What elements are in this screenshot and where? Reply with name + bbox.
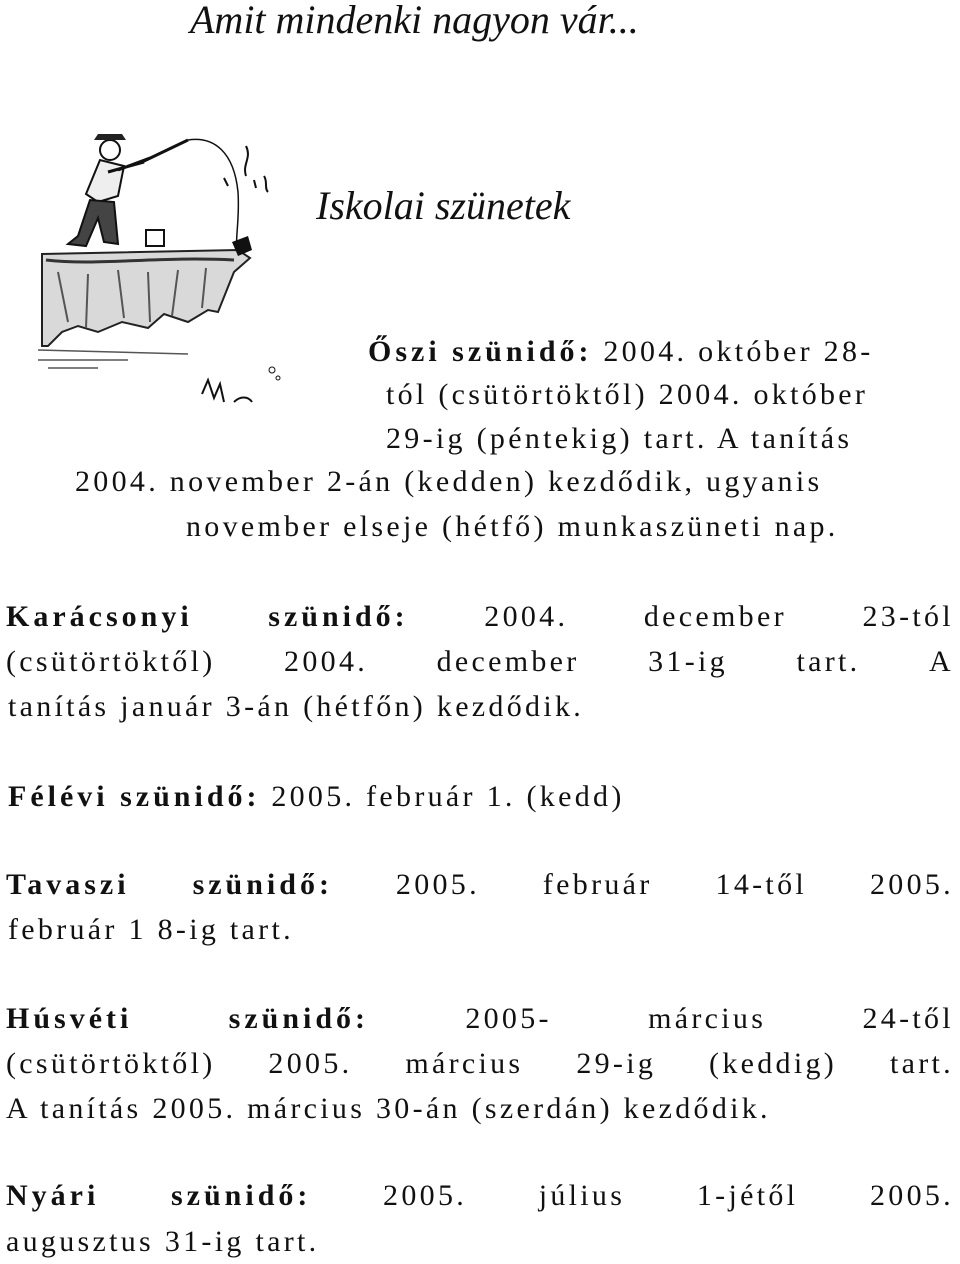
nyari-word: 2005. [383, 1179, 468, 1212]
section-title: Iskolai szünetek [316, 183, 571, 228]
nyari-label: Nyári [6, 1179, 100, 1212]
karacsonyi-word: A [928, 645, 954, 678]
nyari-word: 1-jétől [696, 1179, 799, 1212]
karacsonyi-word: 23-tól [862, 600, 954, 633]
tavaszi-word: 14-től [715, 868, 808, 901]
karacsonyi-word: (csütörtöktől) [6, 645, 216, 678]
karacsonyi-word: 2004. [484, 600, 569, 633]
oszi-line-1 [368, 337, 874, 367]
karacsonyi-word: 31-ig [648, 645, 728, 678]
oszi-label: Őszi szünidő: [368, 335, 593, 368]
tavaszi-label-2: szünidő: [192, 868, 333, 901]
husveti-line-1 [6, 1004, 954, 1034]
karacsonyi-word: december [643, 600, 787, 633]
karacsonyi-label-2: szünidő: [268, 600, 409, 633]
fisherman-cliff-illustration [38, 132, 318, 422]
husveti-line-2 [6, 1049, 954, 1079]
felevi-text: 2005. február 1. (kedd) [271, 780, 625, 813]
oszi-line-2: tól (csütörtöktől) 2004. október [386, 378, 869, 411]
nyari-label-2: szünidő: [171, 1179, 312, 1212]
husveti-word: március [648, 1002, 767, 1035]
husveti-label-2: szünidő: [228, 1002, 370, 1035]
tavaszi-word: 2005. [395, 868, 480, 901]
nyari-word: július [538, 1179, 626, 1212]
karacsonyi-line-3: tanítás január 3-án (hétfőn) kezdődik. [8, 690, 585, 723]
husveti-word: (csütörtöktől) [6, 1047, 216, 1080]
tavaszi-word: 2005. [869, 868, 954, 901]
husveti-word: tart. [889, 1047, 954, 1080]
karacsonyi-word: december [436, 645, 580, 678]
nyari-word: 2005. [869, 1179, 954, 1212]
oszi-line-3: 29-ig (péntekig) tart. A tanítás [386, 422, 853, 455]
husveti-word: 2005. [268, 1047, 353, 1080]
page-title: Amit mindenki nagyon vár... [190, 0, 639, 42]
oszi-text-1: 2004. október 28- [603, 335, 874, 368]
karacsonyi-word: 2004. [284, 645, 369, 678]
oszi-line-5: november elseje (hétfő) munkaszüneti nap. [186, 510, 839, 543]
husveti-word: (keddig) [709, 1047, 838, 1080]
husveti-word: 24-től [862, 1002, 954, 1035]
karacsonyi-line-2 [6, 647, 954, 677]
nyari-line-2: augusztus 31-ig tart. [6, 1225, 320, 1258]
husveti-line-3: A tanítás 2005. március 30-án (szerdán) kezdődik. [6, 1092, 771, 1125]
husveti-word: 29-ig [576, 1047, 657, 1080]
felevi-line [8, 782, 625, 812]
tavaszi-label: Tavaszi [6, 868, 130, 901]
tavaszi-line-2: február 1 8-ig tart. [8, 913, 294, 946]
nyari-line-1 [6, 1181, 954, 1211]
tavaszi-line-1 [6, 870, 954, 900]
karacsonyi-line-1 [6, 602, 954, 632]
karacsonyi-word: tart. [796, 645, 861, 678]
tavaszi-word: február [542, 868, 653, 901]
oszi-line-4: 2004. november 2-án (kedden) kezdődik, ugyanis [75, 465, 823, 498]
felevi-label: Félévi szünidő: [8, 780, 261, 813]
husveti-label: Húsvéti [6, 1002, 133, 1035]
husveti-word: 2005- [465, 1002, 552, 1035]
husveti-word: március [405, 1047, 524, 1080]
karacsonyi-label: Karácsonyi [6, 600, 193, 633]
